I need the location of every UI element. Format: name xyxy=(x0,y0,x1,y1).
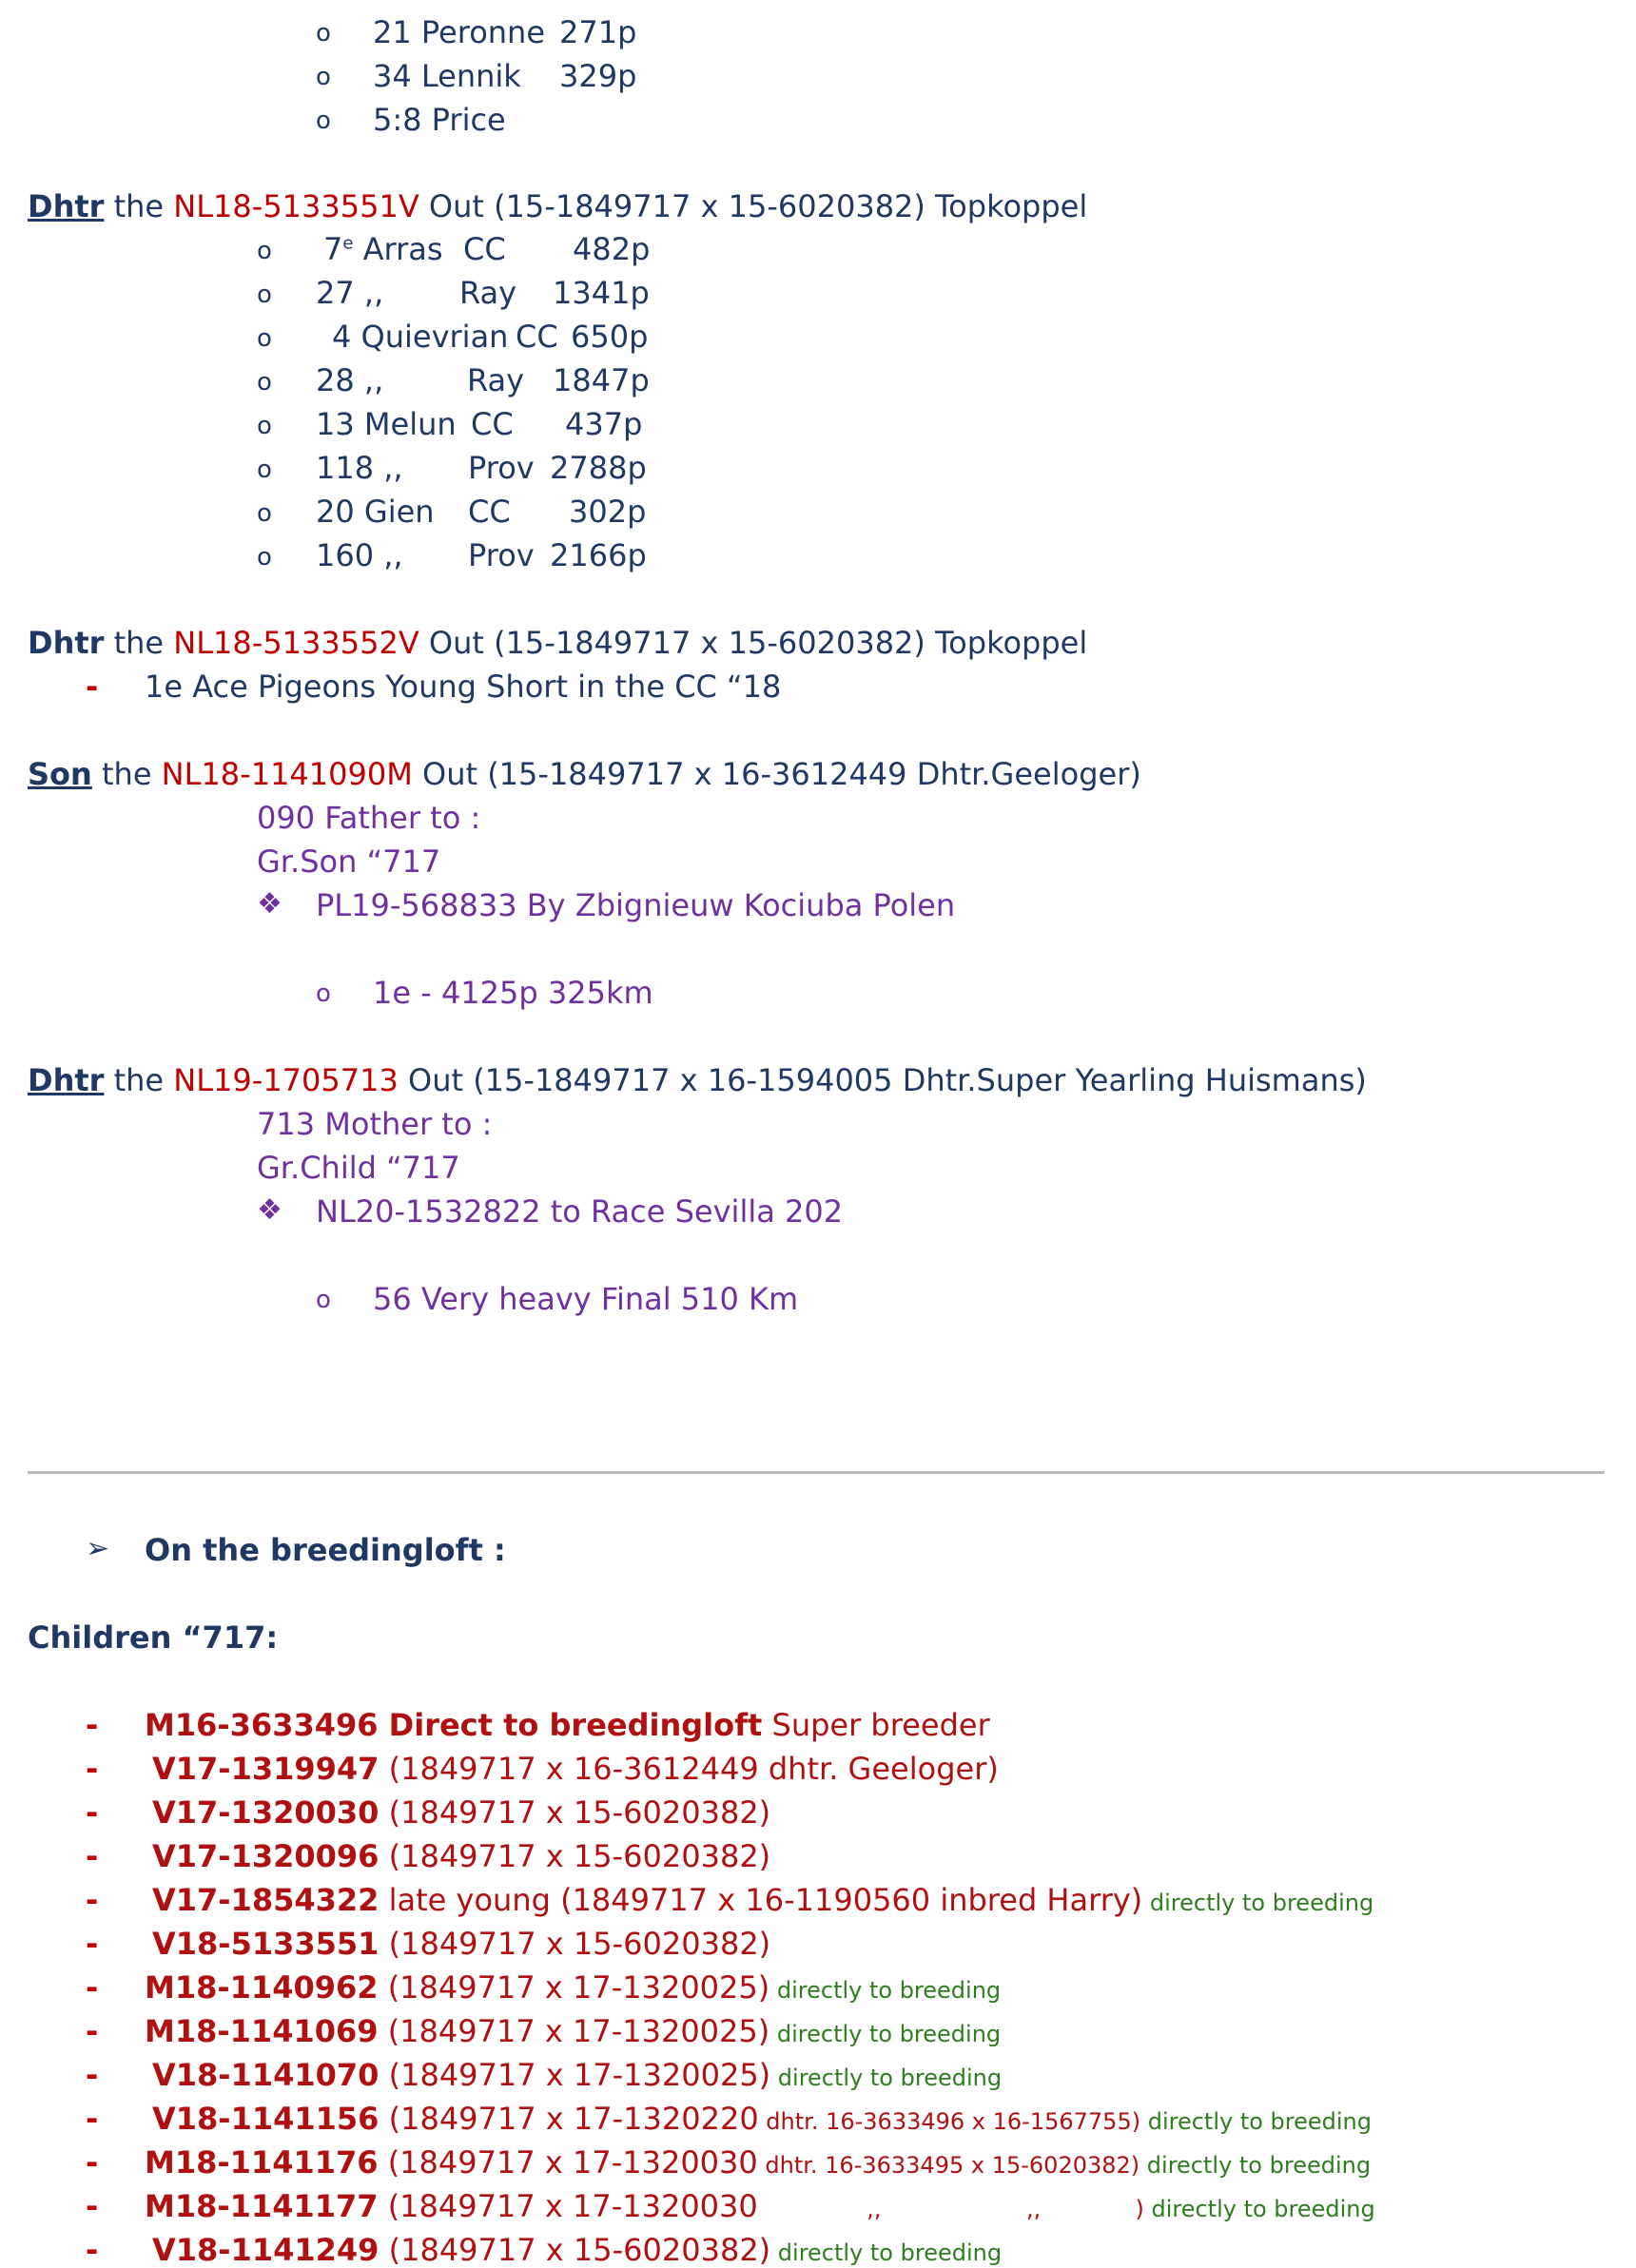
child-row xyxy=(145,2188,1375,2224)
child-pedigree: late young (1849717 x 16-1190560 inbred Harry) xyxy=(379,1882,1143,1918)
result-prize: 302p xyxy=(569,494,647,530)
list-item: 1e Ace Pigeons Young Short in the CC “18 xyxy=(145,669,782,705)
arrow-bullet-icon: ➢ xyxy=(86,1532,110,1565)
child-row xyxy=(152,2057,1003,2093)
diamond-bullet-icon: ❖ xyxy=(257,887,282,921)
child-pedigree: (1849717 x 15-6020382) xyxy=(379,1838,771,1874)
section-heading xyxy=(28,756,1141,792)
child-pedigree-detail: dhtr. 16-3633495 x 15-6020382) xyxy=(757,2152,1140,2179)
child-note: directly to breeding xyxy=(1139,2152,1372,2179)
result-position: 4 Quievrian xyxy=(332,319,509,355)
result-position: 20 Gien xyxy=(316,494,435,530)
child-ring-number: M18-1141176 xyxy=(145,2144,379,2181)
child-ring-number: V17-1320030 xyxy=(152,1794,380,1831)
child-row xyxy=(145,1969,1002,2006)
dash-bullet-icon: - xyxy=(86,1838,99,1874)
result-position: 13 Melun xyxy=(316,406,457,442)
child-row xyxy=(152,1838,771,1874)
result-position: 27 ,, xyxy=(316,275,384,311)
heading-label: Son xyxy=(28,756,92,792)
result-position: 118 ,, xyxy=(316,450,403,486)
result-position: 160 ,, xyxy=(316,537,403,573)
child-pedigree: (1849717 x 17-1320025) xyxy=(379,2057,771,2093)
result-prize: 437p xyxy=(565,406,643,442)
child-pedigree: Super breeder xyxy=(762,1707,990,1743)
child-pedigree: (1849717 x 17-1320030 xyxy=(378,2188,758,2224)
child-pedigree: (1849717 x 17-1320025) xyxy=(378,2013,770,2049)
child-ring-number: V18-1141156 xyxy=(152,2101,380,2137)
circle-bullet-icon: o xyxy=(257,499,272,528)
heading-label: Dhtr xyxy=(28,625,105,661)
circle-bullet-icon: o xyxy=(257,368,272,397)
circle-bullet-icon: o xyxy=(316,107,331,135)
pedigree-text: Out (15-1849717 x 16-3612449 Dhtr.Geeloger) xyxy=(412,756,1141,792)
child-pedigree: (1849717 x 17-1320030 xyxy=(378,2144,758,2181)
child-note: directly to breeding xyxy=(769,1977,1002,2004)
child-ring-number: V17-1854322 xyxy=(152,1882,380,1918)
result-class: CC xyxy=(471,406,514,442)
circle-bullet-icon: o xyxy=(316,63,331,91)
child-ring-number: V17-1320096 xyxy=(152,1838,380,1874)
child-ring-number: V18-5133551 xyxy=(152,1926,380,1962)
child-ring-number: M18-1141069 xyxy=(145,2013,379,2049)
child-pedigree: (1849717 x 16-3612449 dhtr. Geeloger) xyxy=(379,1751,999,1787)
result-class: Prov xyxy=(468,537,535,573)
heading-label: Dhtr xyxy=(28,1062,105,1098)
result-class: Ray xyxy=(467,362,525,398)
children-title: Children “717: xyxy=(28,1619,279,1656)
offspring-line: 090 Father to : xyxy=(257,800,481,836)
child-note: directly to breeding xyxy=(1143,2196,1375,2222)
diamond-bullet-icon: ❖ xyxy=(257,1193,282,1227)
result-prize: 650p xyxy=(571,319,649,355)
circle-bullet-icon: o xyxy=(257,412,272,440)
dash-bullet-icon: - xyxy=(86,1751,99,1787)
circle-bullet-icon: o xyxy=(316,979,331,1008)
child-note: directly to breeding xyxy=(1140,2108,1372,2135)
result-class: CC xyxy=(463,231,506,267)
list-item: 56 Very heavy Final 510 Km xyxy=(373,1281,799,1317)
child-pedigree-detail: ,, ,, ) xyxy=(757,2196,1144,2222)
list-item-value: 271p xyxy=(559,14,637,50)
child-row xyxy=(145,2013,1002,2049)
pedigree-text: Out (15-1849717 x 15-6020382) Topkoppel xyxy=(419,625,1088,661)
child-ring-number: M18-1141177 xyxy=(145,2188,379,2224)
result-prize: 1847p xyxy=(553,362,650,398)
child-ring-number: V18-1141249 xyxy=(152,2232,380,2268)
circle-bullet-icon: o xyxy=(257,456,272,484)
dash-bullet-icon: - xyxy=(86,1707,99,1743)
dash-bullet-icon: - xyxy=(86,1794,99,1831)
list-item: NL20-1532822 to Race Sevilla 202 xyxy=(316,1193,844,1230)
child-row xyxy=(152,1794,771,1831)
breedingloft-heading: On the breedingloft : xyxy=(145,1532,506,1568)
heading-connector: the xyxy=(104,188,174,224)
child-pedigree: (1849717 x 17-1320220 xyxy=(379,2101,759,2137)
circle-bullet-icon: o xyxy=(257,281,272,309)
child-pedigree: (1849717 x 15-6020382) xyxy=(379,1794,771,1831)
child-row xyxy=(152,2101,1372,2137)
result-class: CC xyxy=(516,319,558,355)
child-ring-number: V18-1141070 xyxy=(152,2057,380,2093)
result-class: CC xyxy=(468,494,511,530)
heading-label: Dhtr xyxy=(28,188,105,224)
horizontal-divider xyxy=(28,1471,1605,1474)
child-row xyxy=(152,1882,1374,1918)
circle-bullet-icon: o xyxy=(257,324,272,353)
child-row xyxy=(145,2144,1372,2181)
dash-bullet-icon: - xyxy=(86,669,99,705)
section-heading xyxy=(28,1062,1367,1098)
child-row xyxy=(152,2232,1003,2268)
dash-bullet-icon: - xyxy=(86,1969,99,2006)
list-item-value: 329p xyxy=(559,58,637,94)
circle-bullet-icon: o xyxy=(257,543,272,572)
dash-bullet-icon: - xyxy=(86,2057,99,2093)
child-row xyxy=(145,1707,990,1743)
section-heading xyxy=(28,188,1088,224)
circle-bullet-icon: o xyxy=(316,1286,331,1314)
section-heading xyxy=(28,625,1088,661)
child-note: directly to breeding xyxy=(1142,1890,1374,1916)
child-note: directly to breeding xyxy=(770,2239,1003,2266)
circle-bullet-icon: o xyxy=(316,19,331,48)
child-status: Direct to breedingloft xyxy=(378,1707,763,1743)
heading-connector: the xyxy=(104,1062,174,1098)
dash-bullet-icon: - xyxy=(86,1882,99,1918)
child-note: directly to breeding xyxy=(769,2021,1002,2047)
result-class: Ray xyxy=(459,275,517,311)
ring-number: NL18-5133551V xyxy=(173,188,419,224)
result-prize: 2788p xyxy=(550,450,647,486)
child-pedigree: (1849717 x 15-6020382) xyxy=(379,2232,771,2268)
pedigree-text: Out (15-1849717 x 16-1594005 Dhtr.Super Yearling Huismans) xyxy=(398,1062,1367,1098)
dash-bullet-icon: - xyxy=(86,2188,99,2224)
child-ring-number: M18-1140962 xyxy=(145,1969,379,2006)
child-row xyxy=(152,1751,999,1787)
pedigree-text: Out (15-1849717 x 15-6020382) Topkoppel xyxy=(419,188,1088,224)
result-position: 7e Arras xyxy=(323,231,443,267)
result-position: 28 ,, xyxy=(316,362,384,398)
child-ring-number: M16-3633496 xyxy=(145,1707,379,1743)
dash-bullet-icon: - xyxy=(86,2101,99,2137)
child-row xyxy=(152,1926,771,1962)
child-pedigree-detail: dhtr. 16-3633496 x 16-1567755) xyxy=(758,2108,1141,2135)
child-pedigree: (1849717 x 17-1320025) xyxy=(378,1969,770,2006)
offspring-line: Gr.Child “717 xyxy=(257,1150,460,1186)
ring-number: NL18-1141090M xyxy=(161,756,413,792)
list-item: 21 Peronne xyxy=(373,14,546,50)
offspring-line: 713 Mother to : xyxy=(257,1106,493,1142)
dash-bullet-icon: - xyxy=(86,2013,99,2049)
dash-bullet-icon: - xyxy=(86,1926,99,1962)
result-class: Prov xyxy=(468,450,535,486)
heading-connector: the xyxy=(91,756,162,792)
result-prize: 1341p xyxy=(553,275,650,311)
heading-connector: the xyxy=(104,625,174,661)
list-item: 34 Lennik xyxy=(373,58,521,94)
result-prize: 2166p xyxy=(550,537,647,573)
ring-number: NL19-1705713 xyxy=(173,1062,399,1098)
list-item: 1e - 4125p 325km xyxy=(373,975,653,1011)
child-ring-number: V17-1319947 xyxy=(152,1751,380,1787)
list-item: PL19-568833 By Zbignieuw Kociuba Polen xyxy=(316,887,956,923)
circle-bullet-icon: o xyxy=(257,237,272,265)
dash-bullet-icon: - xyxy=(86,2144,99,2181)
child-note: directly to breeding xyxy=(770,2064,1003,2091)
dash-bullet-icon: - xyxy=(86,2232,99,2268)
list-item: 5:8 Price xyxy=(373,102,506,138)
result-prize: 482p xyxy=(573,231,651,267)
offspring-line: Gr.Son “717 xyxy=(257,843,441,880)
ring-number: NL18-5133552V xyxy=(173,625,419,661)
child-pedigree: (1849717 x 15-6020382) xyxy=(379,1926,771,1962)
